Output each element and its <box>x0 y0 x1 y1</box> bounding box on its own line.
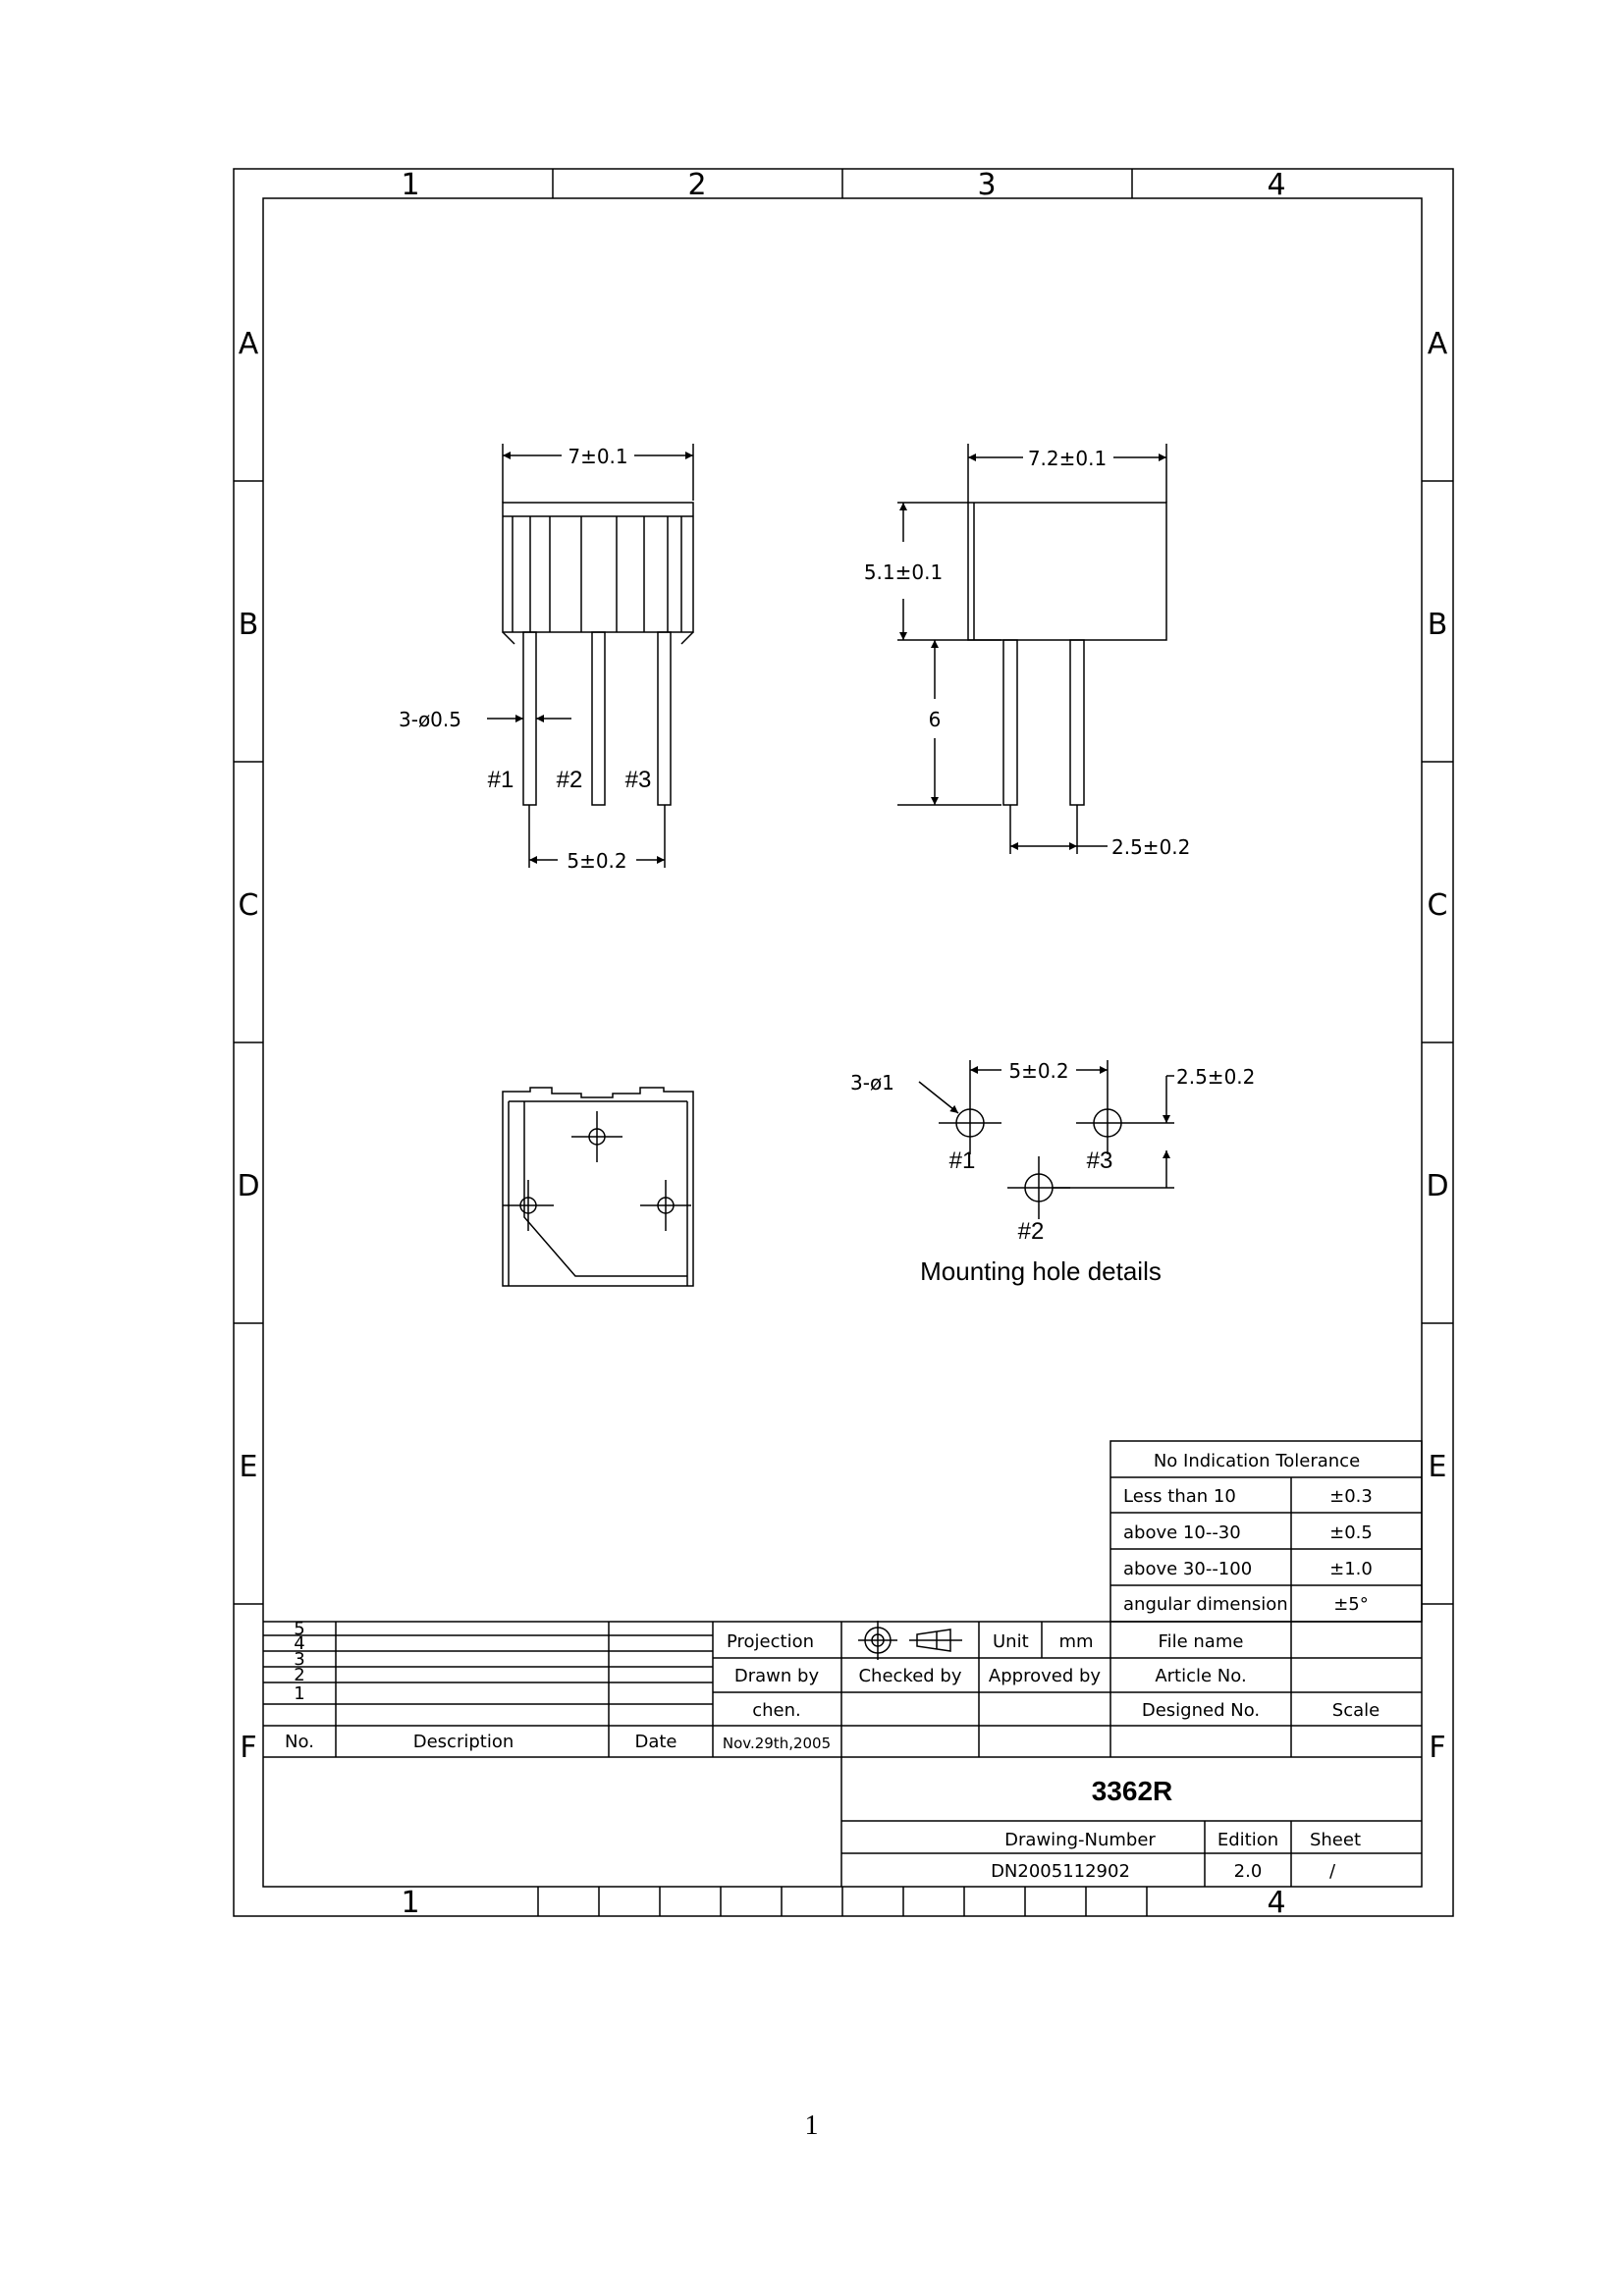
revision-no-4: 4 <box>294 1633 305 1654</box>
side-width-dim: 7.2±0.1 <box>1027 447 1108 470</box>
pin-label-2: #2 <box>556 767 583 793</box>
mounting-title: Mounting hole details <box>920 1256 1162 1286</box>
zone-row-a-left: A <box>238 327 259 361</box>
unit-label: Unit <box>993 1631 1029 1652</box>
drawing-date: Nov.29th,2005 <box>722 1735 832 1752</box>
drawer-name: chen. <box>752 1700 801 1721</box>
designed-no-label: Designed No. <box>1141 1700 1261 1721</box>
pin-label-3: #3 <box>624 767 652 793</box>
side-view <box>897 444 1166 854</box>
page-number: 1 <box>804 2110 819 2141</box>
zone-row-a-right: A <box>1427 327 1448 361</box>
checked-by-label: Checked by <box>858 1666 962 1686</box>
hole-label-2: #2 <box>1017 1218 1045 1245</box>
revision-no-1: 1 <box>294 1683 305 1704</box>
zone-row-b-right: B <box>1427 608 1448 642</box>
outer-frame <box>234 169 1453 1916</box>
zone-col-4-bottom: 4 <box>1267 1886 1286 1920</box>
zone-row-d-right: D <box>1426 1169 1449 1203</box>
front-width-dim: 7±0.1 <box>568 445 628 468</box>
zone-col-3-top: 3 <box>977 168 997 202</box>
tolerance-value-3: ±1.0 <box>1329 1559 1373 1579</box>
sheet-value: / <box>1328 1861 1336 1882</box>
zone-row-f-left: F <box>240 1731 257 1765</box>
revision-col-date: Date <box>634 1732 677 1752</box>
zone-row-b-left: B <box>238 608 259 642</box>
scale-label: Scale <box>1331 1700 1380 1721</box>
zone-row-c-left: C <box>238 888 259 923</box>
hole-pitch-x-dim: 5±0.2 <box>1008 1059 1069 1083</box>
tolerance-value-2: ±0.5 <box>1329 1522 1373 1543</box>
mounting-holes <box>919 1060 1174 1219</box>
file-name-label: File name <box>1158 1631 1244 1652</box>
sheet-label: Sheet <box>1309 1830 1362 1850</box>
tolerance-range-2: above 10--30 <box>1123 1522 1241 1543</box>
zone-row-c-right: C <box>1427 888 1448 923</box>
pin-diameter-dim: 3-ø0.5 <box>399 708 461 731</box>
zone-col-1-top: 1 <box>401 168 420 202</box>
edition-label: Edition <box>1217 1830 1279 1850</box>
lead-length-dim: 6 <box>928 708 942 731</box>
drawing-number: DN2005112902 <box>991 1861 1130 1882</box>
tolerance-range-1: Less than 10 <box>1123 1486 1236 1507</box>
hole-label-3: #3 <box>1086 1148 1113 1174</box>
projection-label: Projection <box>727 1631 815 1652</box>
side-pitch-dim: 2.5±0.2 <box>1111 835 1191 859</box>
inner-frame <box>263 198 1422 1887</box>
tolerance-range-4: angular dimension <box>1123 1594 1288 1615</box>
tolerance-value-1: ±0.3 <box>1329 1486 1373 1507</box>
drawing-number-label: Drawing-Number <box>1004 1830 1156 1850</box>
pin-pitch-dim: 5±0.2 <box>567 849 627 873</box>
hole-pitch-y-dim: 2.5±0.2 <box>1176 1065 1256 1089</box>
unit-value: mm <box>1058 1631 1094 1652</box>
revision-no-5: 5 <box>294 1619 305 1639</box>
article-no-label: Article No. <box>1155 1666 1247 1686</box>
revision-col-description: Description <box>412 1732 514 1752</box>
part-name: 3362R <box>1091 1776 1173 1806</box>
side-height-dim: 5.1±0.1 <box>863 561 944 584</box>
approved-by-label: Approved by <box>988 1666 1102 1686</box>
zone-col-4-top: 4 <box>1267 168 1286 202</box>
front-view <box>487 444 693 868</box>
tolerance-value-4: ±5° <box>1333 1594 1369 1615</box>
revision-no-2: 2 <box>294 1665 305 1685</box>
bottom-view <box>503 1088 693 1286</box>
zone-row-f-right: F <box>1429 1731 1446 1765</box>
zone-col-1-bottom: 1 <box>401 1886 420 1920</box>
pin-label-1: #1 <box>487 767 514 793</box>
revision-col-no: No. <box>285 1732 314 1752</box>
hole-diameter-dim: 3-ø1 <box>850 1071 894 1095</box>
revision-no-3: 3 <box>294 1649 305 1670</box>
zone-col-2-top: 2 <box>687 168 707 202</box>
zone-row-e-left: E <box>239 1450 258 1484</box>
zone-row-e-right: E <box>1428 1450 1447 1484</box>
tolerance-range-3: above 30--100 <box>1123 1559 1253 1579</box>
zone-row-d-left: D <box>237 1169 260 1203</box>
tolerance-header: No Indication Tolerance <box>1153 1451 1361 1471</box>
edition-value: 2.0 <box>1233 1861 1263 1882</box>
hole-label-1: #1 <box>948 1148 976 1174</box>
drawn-by-label: Drawn by <box>733 1666 820 1686</box>
